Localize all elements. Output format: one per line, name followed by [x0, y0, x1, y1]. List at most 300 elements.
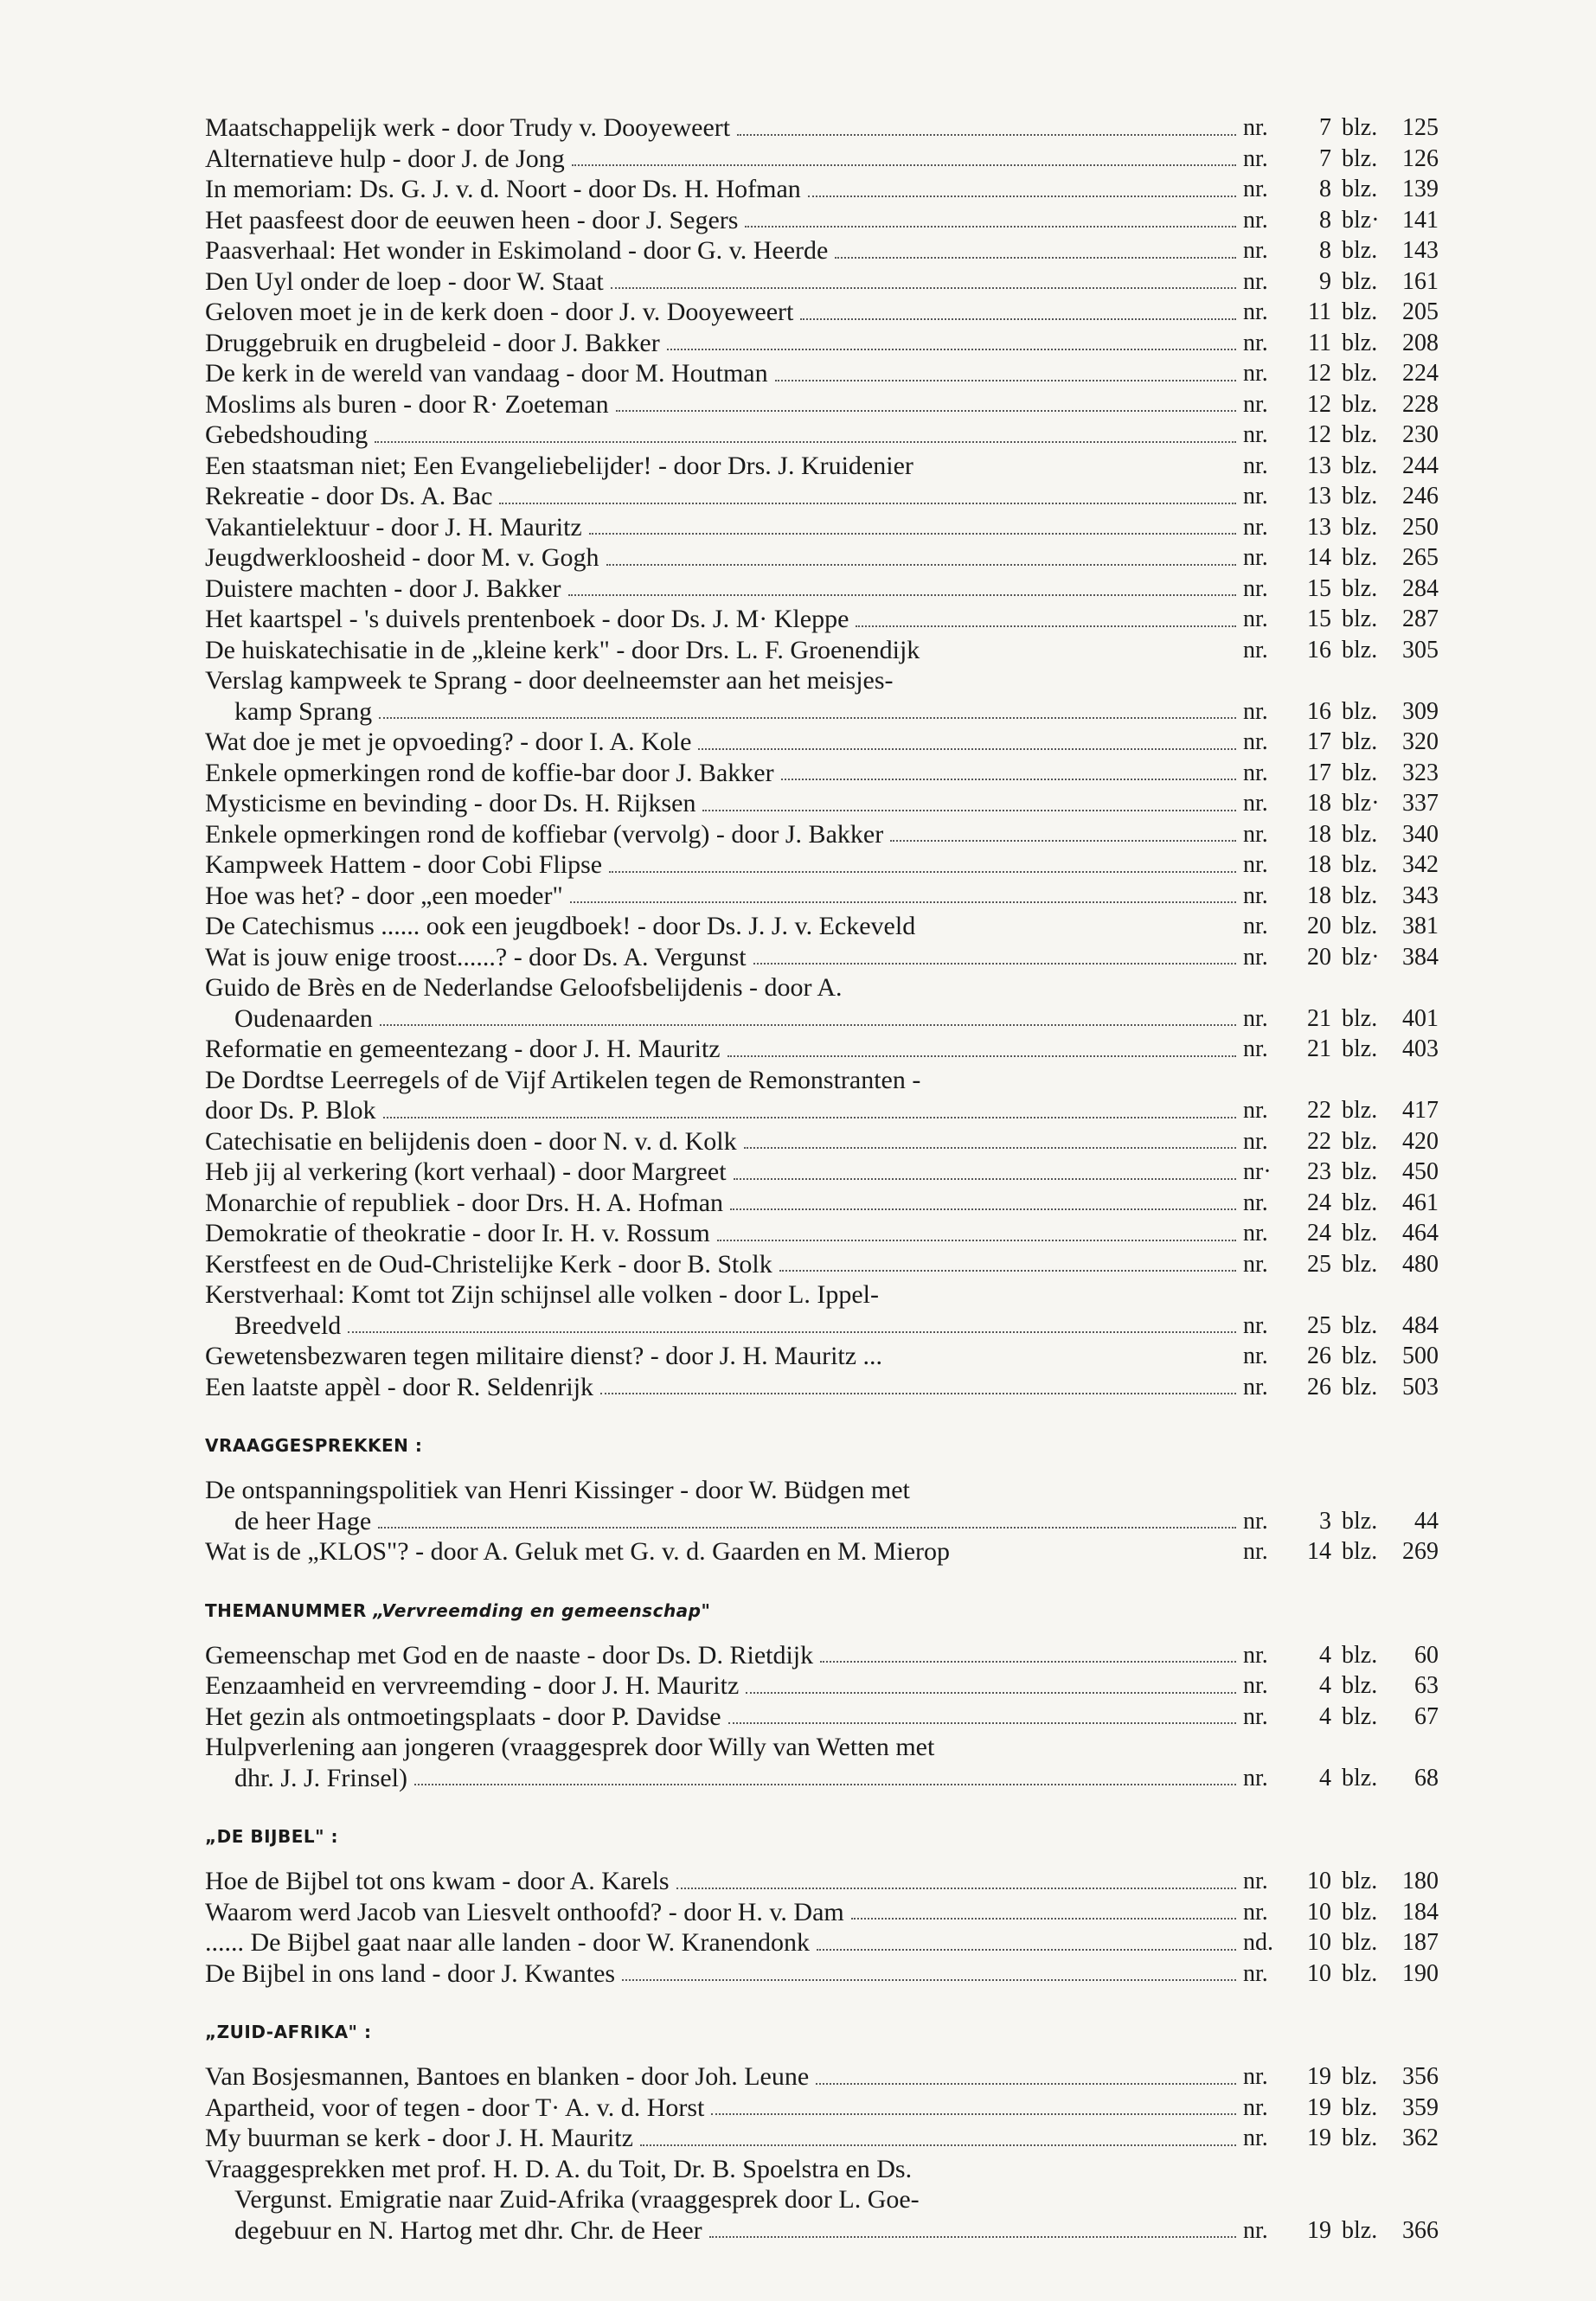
index-entry	[205, 1897, 1468, 1928]
page-number: 356	[1402, 2063, 1439, 2090]
index-entry	[205, 1188, 1468, 1219]
entry-title-block	[205, 1034, 1243, 1065]
entry-reference	[1243, 2215, 1468, 2247]
entry-title-block	[205, 1341, 1243, 1372]
entry-reference	[1243, 2093, 1468, 2124]
issue-number: 13	[1307, 452, 1331, 479]
page-label: blz.	[1342, 360, 1378, 387]
leader-dots	[383, 1116, 1236, 1118]
index-entry	[205, 542, 1468, 574]
page-number: 180	[1402, 1868, 1439, 1894]
entry-title: Apartheid, voor of tegen - door T· A. v. d. Horst	[205, 2093, 705, 2122]
page-number: 265	[1402, 544, 1439, 571]
entry-title-block	[205, 1536, 1243, 1567]
entry-reference	[1243, 112, 1468, 144]
entry-title: Wat doe je met je opvoeding? - door I. A. Kole	[205, 727, 692, 756]
page-number: 420	[1402, 1127, 1439, 1155]
issue-number: 14	[1307, 544, 1331, 571]
entry-reference	[1243, 1157, 1468, 1188]
entry-title: Het paasfeest door de eeuwen heen - door J. Segers	[205, 205, 739, 234]
entry-title: De ontspanningspolitiek van Henri Kissinger - door W. Büdgen met	[205, 1476, 910, 1504]
entry-title-block	[205, 266, 1243, 298]
leader-dots	[572, 163, 1236, 166]
entry-title-block	[205, 512, 1243, 543]
entry-last-line	[205, 481, 1243, 512]
entry-last-line	[205, 1249, 1243, 1280]
page-number: 343	[1402, 881, 1439, 909]
leader-dots	[702, 809, 1236, 811]
entry-last-line	[205, 1506, 1243, 1537]
page-number: 224	[1402, 360, 1439, 387]
page-number: 287	[1402, 606, 1439, 632]
page-number: 417	[1402, 1097, 1439, 1124]
issue-number: 12	[1307, 390, 1331, 418]
index-entry	[205, 297, 1468, 328]
page-number: 67	[1414, 1702, 1439, 1730]
page-label: blz.	[1342, 1538, 1378, 1565]
entry-last-line	[205, 389, 1243, 420]
index-entry	[205, 972, 1468, 1034]
page-label: blz.	[1342, 267, 1378, 295]
issue-label: nr.	[1243, 390, 1268, 418]
page-number: 161	[1402, 267, 1439, 295]
entry-reference	[1243, 144, 1468, 175]
entry-title: Hulpverlening aan jongeren (vraaggesprek door Willy van Wetten met	[205, 1733, 935, 1761]
entry-title: Gebedshouding	[205, 420, 369, 449]
entry-reference	[1243, 1897, 1468, 1928]
entry-title: Gemeenschap met God en de naaste - door Ds. D. Rietdijk	[205, 1640, 814, 1670]
entry-title-block	[205, 1866, 1243, 1897]
issue-label: nr.	[1243, 360, 1268, 387]
entry-reference	[1243, 542, 1468, 574]
entry-reference	[1243, 819, 1468, 850]
entry-title-block	[205, 1126, 1243, 1157]
entry-last-line	[205, 788, 1243, 819]
entry-title-block	[205, 358, 1243, 389]
issue-number: 14	[1307, 1538, 1331, 1565]
page-label: blz.	[1342, 1507, 1378, 1535]
entry-last-line	[205, 1927, 1243, 1958]
issue-number: 10	[1307, 1929, 1331, 1956]
entry-title-block	[205, 1188, 1243, 1219]
issue-label: nr.	[1243, 176, 1268, 202]
entry-last-line	[205, 604, 1243, 635]
leader-dots	[745, 225, 1236, 228]
leader-dots	[622, 1978, 1236, 1981]
entry-title: Eenzaamheid en vervreemding - door J. H. Mauritz	[205, 1671, 740, 1700]
issue-number: 16	[1307, 697, 1331, 725]
section-heading-themanummer	[205, 1600, 1468, 1621]
index-entry	[205, 2154, 1468, 2247]
entry-title-block	[205, 1218, 1243, 1249]
page-label: blz.	[1342, 1158, 1378, 1185]
issue-label: nr.	[1243, 1220, 1268, 1247]
issue-label: nr.	[1243, 2125, 1268, 2151]
entry-last-line	[205, 1536, 1243, 1567]
entry-title: Kerstfeest en de Oud-Christelijke Kerk - door B. Stolk	[205, 1249, 772, 1279]
entry-title: Wat is de „KLOS"? - door A. Geluk met G. v. d. Gaarden en M. Mierop	[205, 1537, 951, 1566]
issue-label: nr.	[1243, 1127, 1268, 1155]
page-number: 500	[1402, 1343, 1439, 1369]
leader-dots	[730, 1208, 1236, 1210]
page-number: 184	[1402, 1898, 1439, 1926]
issue-label: nr.	[1243, 421, 1268, 448]
issue-label: nr.	[1243, 574, 1268, 602]
issue-label: nr.	[1243, 759, 1268, 786]
index-entry	[205, 665, 1468, 727]
page-number: 340	[1402, 820, 1439, 848]
leader-dots	[589, 532, 1236, 535]
leader-dots	[379, 716, 1236, 719]
section-heading-bijbel	[205, 1826, 1468, 1847]
leader-dots	[570, 901, 1236, 903]
entry-title-block	[205, 911, 1243, 942]
issue-number: 11	[1308, 329, 1331, 356]
entry-title: Monarchie of republiek - door Drs. H. A. Hofman	[205, 1188, 724, 1217]
index-entry	[205, 420, 1468, 451]
page-label: blz.	[1342, 483, 1378, 510]
entry-reference	[1243, 1126, 1468, 1157]
issue-number: 7	[1319, 114, 1331, 141]
index-entry	[205, 451, 1468, 482]
issue-label: nr.	[1243, 1311, 1268, 1339]
issue-label: nd.	[1243, 1929, 1273, 1956]
leader-dots	[737, 133, 1236, 136]
issue-number: 9	[1319, 267, 1331, 295]
entry-last-line	[205, 420, 1243, 451]
index-entry	[205, 1157, 1468, 1188]
entry-title-block	[205, 574, 1243, 605]
entry-title: Guido de Brès en de Nederlandse Geloofsbelijdenis - door A.	[205, 973, 843, 1002]
entry-last-line	[205, 758, 1243, 789]
page-label: blz.	[1342, 1127, 1378, 1155]
entry-title-block	[205, 1372, 1243, 1403]
entry-title: Wat is jouw enige troost......? - door Ds. A. Vergunst	[205, 942, 747, 971]
entry-title: Een laatste appèl - door R. Seldenrijk	[205, 1372, 594, 1401]
entry-title-block	[205, 1927, 1243, 1958]
entry-reference	[1243, 235, 1468, 266]
index-entry	[205, 1034, 1468, 1065]
issue-label: nr.	[1243, 1538, 1268, 1565]
issue-label: nr.	[1243, 1343, 1268, 1369]
leader-dots	[375, 440, 1236, 443]
entry-last-line	[205, 266, 1243, 298]
leader-dots	[616, 409, 1236, 412]
page-label: blz.	[1342, 2216, 1378, 2244]
entry-reference	[1243, 1249, 1468, 1280]
index-entry	[205, 635, 1468, 666]
issue-number: 16	[1307, 636, 1331, 663]
leader-dots	[676, 1887, 1236, 1889]
page-number: 384	[1402, 943, 1439, 971]
issue-number: 19	[1307, 2093, 1331, 2121]
entry-last-line	[205, 2093, 1243, 2124]
page-label: blz·	[1342, 206, 1380, 234]
entry-last-line	[205, 451, 1243, 482]
page-label: blz.	[1342, 544, 1378, 571]
entry-title: Vakantielektuur - door J. H. Mauritz	[205, 512, 582, 542]
issue-label: nr.	[1243, 1097, 1268, 1124]
issue-number: 22	[1307, 1127, 1331, 1155]
issue-number: 19	[1307, 2063, 1331, 2090]
index-entry	[205, 1640, 1468, 1671]
issue-label: nr.	[1243, 1868, 1268, 1894]
entry-last-line	[205, 112, 1243, 144]
entry-title: Heb jij al verkering (kort verhaal) - door Margreet	[205, 1157, 727, 1186]
entry-reference	[1243, 389, 1468, 420]
index-entry	[205, 881, 1468, 912]
issue-label: nr.	[1243, 913, 1268, 939]
section-heading-vraaggesprekken	[205, 1435, 1468, 1456]
entry-reference	[1243, 1034, 1468, 1065]
page-number: 464	[1402, 1220, 1439, 1247]
entry-title: Rekreatie - door Ds. A. Bac	[205, 482, 493, 510]
issue-number: 12	[1307, 421, 1331, 448]
issue-number: 26	[1307, 1373, 1331, 1400]
entry-last-line	[205, 144, 1243, 175]
bijbel-list	[205, 1866, 1468, 1989]
index-entry	[205, 481, 1468, 512]
entry-last-line	[205, 849, 1243, 881]
entry-title-block	[205, 1475, 1243, 1536]
page-number: 125	[1402, 114, 1439, 141]
issue-number: 4	[1319, 1672, 1331, 1699]
page-label: blz.	[1342, 881, 1378, 909]
leader-dots	[851, 1917, 1236, 1920]
entry-title-block	[205, 665, 1243, 727]
entry-title-continued: Oudenaarden	[234, 1003, 373, 1033]
leader-dots	[609, 870, 1236, 873]
themanummer-list	[205, 1640, 1468, 1794]
entry-last-line	[205, 1003, 1243, 1035]
entry-title-block	[205, 235, 1243, 266]
page-number: 228	[1402, 390, 1439, 418]
entry-title-block	[205, 727, 1243, 758]
page-number: 143	[1402, 237, 1439, 264]
page-label: blz.	[1342, 452, 1378, 479]
page-label: blz.	[1342, 329, 1378, 356]
index-entry	[205, 1536, 1468, 1567]
entry-reference	[1243, 205, 1468, 236]
issue-number: 20	[1307, 943, 1331, 971]
entry-last-line	[205, 1702, 1243, 1733]
issue-label: nr.	[1243, 728, 1268, 755]
issue-number: 19	[1307, 2125, 1331, 2151]
leader-dots	[568, 593, 1236, 596]
entry-title-block	[205, 635, 1243, 666]
page-label: blz·	[1342, 943, 1380, 971]
index-entry	[205, 235, 1468, 266]
page-label: blz.	[1342, 390, 1378, 418]
issue-number: 17	[1307, 728, 1331, 755]
leader-dots	[816, 2082, 1236, 2085]
zuid-afrika-list	[205, 2061, 1468, 2246]
entry-title-continued: degebuur en N. Hartog met dhr. Chr. de Heer	[234, 2215, 702, 2245]
issue-number: 18	[1307, 820, 1331, 848]
entry-title-block	[205, 2154, 1243, 2247]
entry-title-continued: door Ds. P. Blok	[205, 1096, 376, 1125]
entry-title-block	[205, 849, 1243, 881]
index-entry	[205, 2123, 1468, 2154]
entry-title-block	[205, 2061, 1243, 2093]
issue-label: nr.	[1243, 329, 1268, 356]
entry-title: Alternatieve hulp - door J. de Jong	[205, 144, 565, 173]
entry-title-block	[205, 144, 1243, 175]
page-number: 305	[1402, 636, 1439, 663]
leader-dots	[380, 1023, 1236, 1026]
entry-reference	[1243, 849, 1468, 881]
entry-reference	[1243, 788, 1468, 819]
issue-number: 15	[1307, 606, 1331, 632]
page-label: blz.	[1342, 1189, 1378, 1216]
entry-title-block	[205, 2123, 1243, 2154]
entry-title: Mysticisme en bevinding - door Ds. H. Rijksen	[205, 789, 696, 817]
section-title: „ZUID-AFRIKA" :	[205, 2022, 372, 2042]
issue-number: 4	[1319, 1702, 1331, 1730]
entry-reference	[1243, 1927, 1468, 1958]
index-entry	[205, 1927, 1468, 1958]
entry-last-line	[205, 205, 1243, 236]
entry-last-line	[205, 1958, 1243, 1990]
page-label: blz.	[1342, 820, 1378, 848]
entry-title: Vraaggesprekken met prof. H. D. A. du Toit, Dr. B. Spoelstra en Ds.	[205, 2154, 913, 2183]
leader-dots	[378, 1526, 1236, 1529]
issue-label: nr.	[1243, 206, 1268, 234]
entry-title: Hoe was het? - door „een moeder"	[205, 881, 563, 910]
entry-title-block	[205, 451, 1243, 482]
entry-reference	[1243, 2061, 1468, 2093]
entry-last-line	[205, 2061, 1243, 2093]
page-number: 450	[1402, 1158, 1439, 1185]
leader-dots	[753, 962, 1236, 965]
entry-title: Reformatie en gemeentezang - door J. H. Mauritz	[205, 1035, 721, 1063]
leader-dots	[727, 1054, 1236, 1057]
page-number: 403	[1402, 1035, 1439, 1062]
entry-title: De kerk in de wereld van vandaag - door M. Houtman	[205, 359, 768, 388]
entry-title-block	[205, 112, 1243, 144]
entry-last-line	[205, 512, 1243, 543]
leader-dots	[775, 379, 1236, 381]
index-entry	[205, 389, 1468, 420]
leader-dots	[414, 1783, 1236, 1785]
entry-title: Kampweek Hattem - door Cobi Flipse	[205, 850, 603, 879]
page-number: 309	[1402, 697, 1439, 725]
issue-label: nr.	[1243, 513, 1268, 541]
entry-reference	[1243, 1958, 1468, 1990]
entry-reference	[1243, 1341, 1468, 1372]
page-label: blz.	[1342, 606, 1378, 632]
leader-dots	[717, 1239, 1236, 1241]
entry-title: Geloven moet je in de kerk doen - door J. v. Dooyeweert	[205, 298, 794, 326]
entry-reference	[1243, 1702, 1468, 1733]
issue-label: nr.	[1243, 1959, 1268, 1987]
entry-reference	[1243, 2123, 1468, 2154]
leader-dots	[709, 2235, 1236, 2238]
page-number: 187	[1402, 1929, 1439, 1956]
index-entry	[205, 819, 1468, 850]
index-entry	[205, 1866, 1468, 1897]
entry-title: Catechisatie en belijdenis doen - door N. v. d. Kolk	[205, 1126, 737, 1156]
page-label: blz.	[1342, 1898, 1378, 1926]
issue-label: nr.	[1243, 881, 1268, 909]
index-page	[205, 112, 1468, 2246]
issue-label: nr.	[1243, 1702, 1268, 1730]
page-number: 284	[1402, 574, 1439, 602]
entry-title: De huiskatechisatie in de „kleine kerk" - door Drs. L. F. Groenendijk	[205, 635, 920, 664]
index-entry	[205, 266, 1468, 298]
leader-dots	[781, 778, 1236, 780]
issue-label: nr.	[1243, 1004, 1268, 1032]
entry-last-line	[205, 1188, 1243, 1219]
page-label: blz.	[1342, 1641, 1378, 1669]
leader-dots	[667, 348, 1236, 350]
entry-reference	[1243, 328, 1468, 359]
entry-reference	[1243, 696, 1468, 727]
entry-reference	[1243, 1506, 1468, 1537]
issue-label: nr.	[1243, 298, 1268, 325]
index-entry	[205, 1475, 1468, 1536]
entry-last-line	[205, 1670, 1243, 1702]
entry-last-line	[205, 297, 1243, 328]
page-number: 381	[1402, 913, 1439, 939]
entry-last-line	[205, 1157, 1243, 1188]
page-number: 141	[1402, 206, 1439, 234]
leader-dots	[728, 1721, 1236, 1724]
page-label: blz.	[1342, 1702, 1378, 1730]
page-label: blz.	[1342, 1343, 1378, 1369]
entry-last-line	[205, 942, 1243, 973]
entry-reference	[1243, 758, 1468, 789]
entry-title: De Bijbel in ons land - door J. Kwantes	[205, 1958, 616, 1988]
page-number: 323	[1402, 759, 1439, 786]
page-label: blz.	[1342, 1097, 1378, 1124]
entry-title-block	[205, 174, 1243, 205]
section-title: „DE BIJBEL" :	[205, 1826, 339, 1847]
index-entry	[205, 911, 1468, 942]
page-label: blz.	[1342, 298, 1378, 325]
issue-number: 10	[1307, 1959, 1331, 1987]
index-entry	[205, 574, 1468, 605]
entry-reference	[1243, 911, 1468, 942]
page-number: 63	[1414, 1672, 1439, 1699]
entry-title-block	[205, 389, 1243, 420]
index-entry	[205, 849, 1468, 881]
entry-reference	[1243, 1640, 1468, 1671]
entry-reference	[1243, 635, 1468, 666]
entry-title-block	[205, 542, 1243, 574]
index-entry	[205, 1249, 1468, 1280]
issue-label: nr.	[1243, 2063, 1268, 2090]
leader-dots	[808, 195, 1236, 197]
entry-reference	[1243, 297, 1468, 328]
entry-last-line	[205, 1866, 1243, 1897]
page-number: 342	[1402, 851, 1439, 878]
issue-number: 20	[1307, 913, 1331, 939]
index-entry	[205, 174, 1468, 205]
entry-last-line	[205, 174, 1243, 205]
issue-label: nr.	[1243, 1764, 1268, 1791]
index-entry	[205, 758, 1468, 789]
page-number: 208	[1402, 329, 1439, 356]
leader-dots	[499, 502, 1236, 504]
entry-title: Verslag kampweek te Sprang - door deelneemster aan het meisjes-	[205, 666, 894, 695]
issue-number: 19	[1307, 2216, 1331, 2244]
entry-title-block	[205, 1897, 1243, 1928]
leader-dots	[835, 256, 1236, 259]
index-entry	[205, 2093, 1468, 2124]
issue-number: 13	[1307, 513, 1331, 541]
issue-number: 7	[1319, 144, 1331, 172]
